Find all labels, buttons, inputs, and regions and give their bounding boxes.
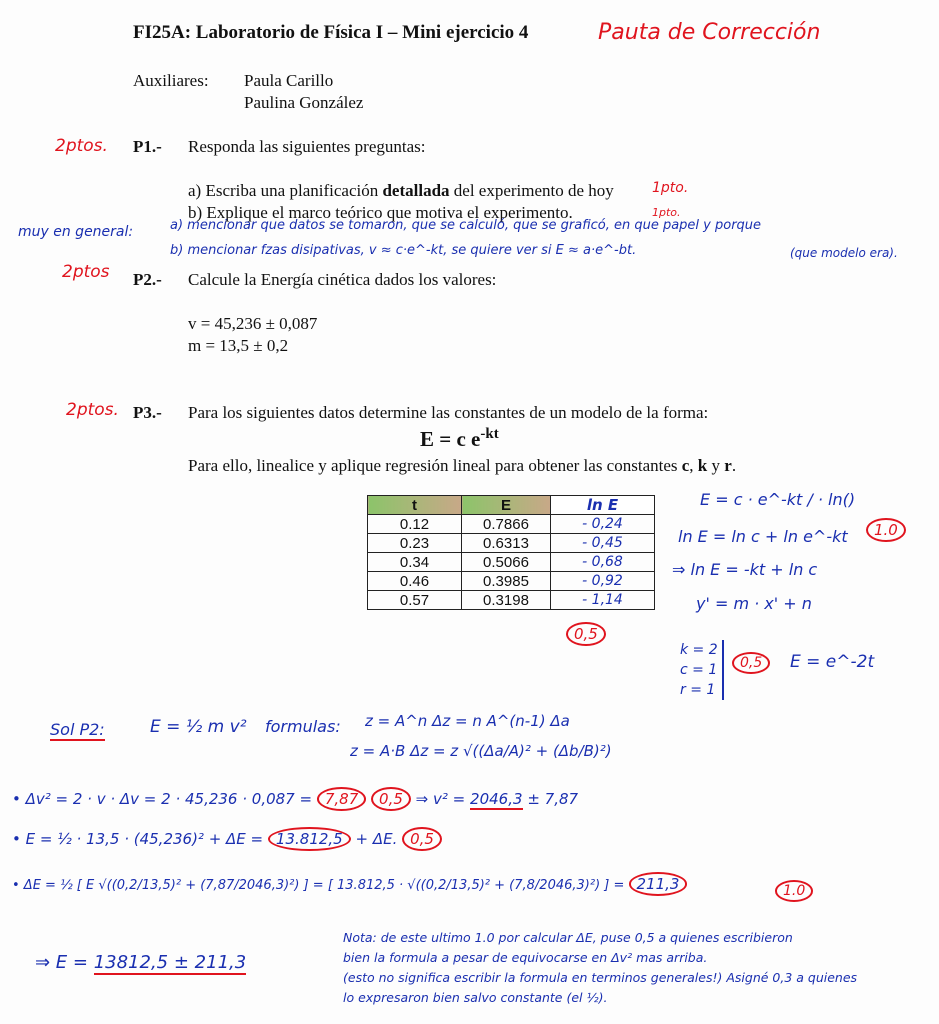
work-line: ln E = ln c + ln e^-kt [678,527,848,546]
formulas-label: formulas: [265,717,341,736]
const-c: c = 1 [680,662,718,678]
delta-v2-value: 7,87 [317,787,366,811]
note-a: a) mencionar que datos se tomaron, que se calculó, que se graficó, en que papel y porque [170,218,762,233]
p2-points: 2ptos [62,262,110,282]
cell-t: 0.34 [368,553,462,572]
work-line: y' = m · x' + n [696,594,812,613]
p2-v: v = 45,236 ± 0,087 [188,314,318,333]
cell-lne: - 0,24 [551,515,655,534]
work-line: ⇒ ln E = -kt + ln c [672,560,818,579]
model-result: E = e^-2t [790,652,875,672]
note-line: lo expresaron bien salvo constante (el ½). [343,990,608,1005]
table-row [368,572,655,591]
aux-name: Paulina González [244,93,364,112]
cell-t: 0.12 [368,515,462,534]
p1-prompt: Responda las siguientes preguntas: [188,137,426,156]
col-header: E [462,496,551,515]
energy-value: 13.812,5 [268,827,351,851]
formula-power: z = A^n Δz = n A^(n-1) Δa [365,712,570,730]
p1-a-points: 1pto. [652,180,689,196]
note-label: muy en general: [18,224,134,240]
cell-t: 0.23 [368,534,462,553]
const-r: r = 1 [680,682,716,698]
table-row [368,515,655,534]
cell-t: 0.46 [368,572,462,591]
note-b: b) mencionar fzas disipativas, v ≈ c·e^-kt, se quiere ver si E ≈ a·e^-bt. [170,243,637,258]
data-table [367,495,655,610]
energy-score: 0,5 [402,827,442,851]
p3-points: 2ptos. [66,400,119,420]
solution-label: Sol P2: [50,720,105,739]
note-line: Nota: de este ultimo 1.0 por calcular ΔE, puse 0,5 a quienes escribieron [343,930,793,945]
p2-prompt: Calcule la Energía cinética dados los valores: [188,270,497,289]
cell-lne: - 0,45 [551,534,655,553]
grading-annotation: Pauta de Corrección [598,20,821,45]
work-score: 1.0 [866,518,906,542]
p2-label: P2.- [133,270,162,289]
cell-e: 0.6313 [462,534,551,553]
cell-e: 0.3198 [462,591,551,610]
work-line: E = c · e^-kt / · ln() [700,490,856,509]
p1-label: P1.- [133,137,162,156]
note-line: bien la formula a pesar de equivocarse en Δv² mas arriba. [343,950,708,965]
aux-name: Paula Carillo [244,71,334,90]
model-formula: E = c $e^{-kt}$ [420,426,499,451]
p3-prompt: Para los siguientes datos determine las constantes de un modelo de la forma: [188,403,709,422]
table-row [368,591,655,610]
cell-e: 0.3985 [462,572,551,591]
consts-score: 0,5 [732,652,770,674]
p1-a: a) Escriba una planificación detallada del experimento de hoy [188,181,614,200]
doc-title: FI25A: Laboratorio de Física I – Mini ejercicio 4 [133,22,529,43]
col-header: t [368,496,462,515]
energy-line: • E = ½ · 13,5 · (45,236)² + ΔE = 13.812,5 + ΔE. 0,5 [12,830,442,848]
delta-e-value: 211,3 [629,872,688,896]
delta-e-line: • ΔE = ½ [ E √((0,2/13,5)² + (7,87/2046,3)²) ] = [ 13.812,5 · √((0,2/13,5)² + (7,8/2046,3)²) ] = 211,3 [12,875,687,893]
p3-label: P3.- [133,403,162,422]
cell-lne: - 0,92 [551,572,655,591]
constants [680,640,724,700]
cell-e: 0.5066 [462,553,551,572]
const-k: k = 2 [680,642,718,658]
p3-instructions: Para ello, linealice y aplique regresión lineal para obtener las constantes c, k y r. [188,456,737,475]
delta-e-score: 1.0 [775,880,813,902]
p2-m: m = 13,5 ± 0,2 [188,336,289,355]
table-score: 0,5 [566,622,606,646]
table-row [368,534,655,553]
col-header: ln E [551,496,655,515]
final-result: ⇒ E = 13812,5 ± 211,3 [35,952,247,973]
p1-b: b) Explique el marco teórico que motiva el experimento. [188,203,573,222]
cell-lne: - 0,68 [551,553,655,572]
aux-label: Auxiliares: [133,71,209,90]
delta-v2-line: • Δv² = 2 · v · Δv = 2 · 45,236 · 0,087 = 7,87 0,5 ⇒ v² = 2046,3 ± 7,87 [12,790,578,808]
note-line: (esto no significa escribir la formula en terminos generales!) Asigné 0,3 a quienes [343,970,858,985]
cell-e: 0.7866 [462,515,551,534]
p1-b-points: 1pto. [652,206,681,219]
cell-lne: - 1,14 [551,591,655,610]
table-row [368,553,655,572]
grading-note [343,928,857,1008]
delta-v2-score: 0,5 [371,787,411,811]
formula-product: z = A·B Δz = z √((Δa/A)² + (Δb/B)²) [350,742,612,760]
cell-t: 0.57 [368,591,462,610]
p1-points: 2ptos. [55,136,108,156]
note-c: (que modelo era). [790,246,898,260]
kinetic-energy-formula: E = ½ m v² [150,717,247,737]
